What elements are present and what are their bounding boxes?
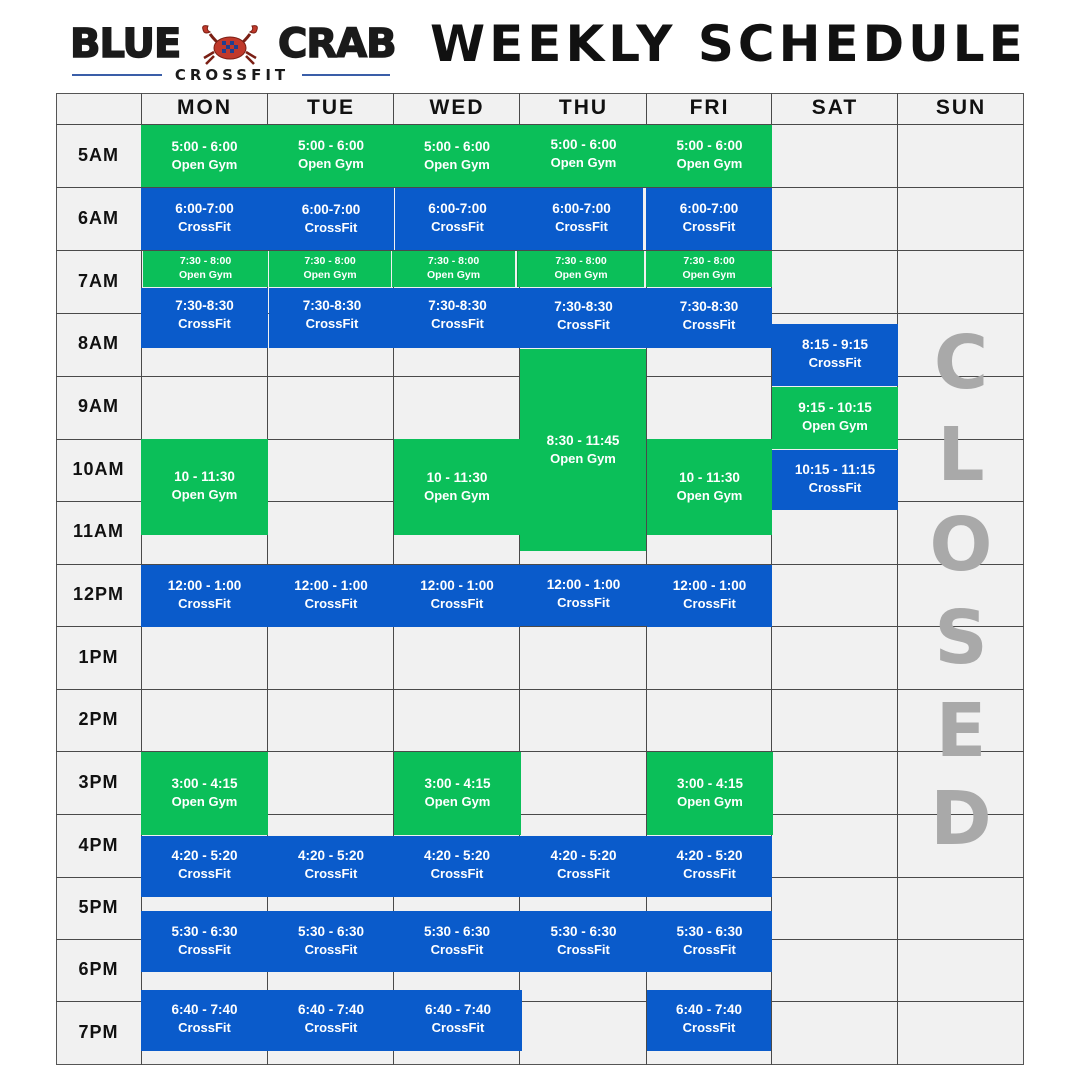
class-time: 7:30-8:30 [175,298,234,313]
class-time: 4:20 - 5:20 [423,848,491,863]
time-label-5pm: 5PM [78,897,119,917]
class-block-fri-crossfit-640pm[interactable] [647,990,771,1051]
class-name: CrossFit [683,596,736,611]
class-block-wed-crossfit-6am[interactable] [395,188,520,250]
class-block-thu-crossfit-12pm[interactable] [520,565,647,626]
class-name: Open Gym [424,157,490,172]
class-name: Open Gym [298,156,364,171]
class-time: 7:30 - 8:00 [683,255,735,267]
class-time: 4:20 - 5:20 [676,848,743,863]
time-label-12pm: 12PM [72,584,125,604]
class-name: CrossFit [683,866,736,881]
class-block-thu-open-gym-5am[interactable] [520,125,647,187]
class-name: CrossFit [431,1020,485,1035]
class-block-tue-crossfit-530pm[interactable] [268,911,394,972]
class-block-fri-crossfit-420pm[interactable] [647,836,772,897]
class-name: Open Gym [676,488,743,503]
logo-word-crab: CRAB [278,21,396,67]
time-label-4pm: 4PM [78,835,119,855]
class-time: 10:15 - 11:15 [794,462,876,477]
class-block-mon-crossfit-730am[interactable] [141,288,268,348]
class-name: CrossFit [304,1020,358,1035]
class-name: Open Gym [550,451,616,466]
class-block-thu-crossfit-6am[interactable] [520,188,643,250]
class-block-tue-open-gym-730am[interactable] [269,251,391,287]
class-name: CrossFit [178,316,231,331]
time-label-7am: 7AM [77,271,119,291]
class-name: CrossFit [683,942,736,957]
logo-line-left [72,74,162,76]
class-block-thu-open-gym-730am[interactable] [517,251,644,287]
class-time: 3:00 - 4:15 [424,776,491,791]
day-header-sat: SAT [811,96,859,119]
class-block-mon-crossfit-12pm[interactable] [141,565,268,627]
class-time: 12:00 - 1:00 [672,578,747,593]
class-name: Open Gym [178,269,233,281]
class-block-fri-crossfit-12pm[interactable] [647,565,772,627]
class-block-wed-open-gym-5am[interactable] [394,125,520,187]
class-name: CrossFit [178,219,231,234]
class-name: Open Gym [171,157,238,172]
class-time: 6:40 - 7:40 [171,1002,238,1017]
class-time: 6:00-7:00 [679,201,739,216]
page-title: WEEKLY SCHEDULE [430,15,1027,73]
day-header-thu: THU [558,96,609,119]
class-block-sat-crossfit-815am[interactable] [772,324,898,386]
closed-letter-e: E [935,688,987,774]
class-time: 12:00 - 1:00 [546,577,621,592]
class-block-wed-open-gym-730am[interactable] [392,251,515,287]
class-block-thu-open-gym-830am[interactable] [520,349,646,551]
class-block-fri-open-gym-5am[interactable] [647,125,772,187]
class-block-tue-open-gym-5am[interactable] [268,125,394,187]
class-block-wed-crossfit-730am[interactable] [395,288,520,348]
class-name: CrossFit [808,355,862,370]
class-name: CrossFit [430,942,484,957]
class-name: CrossFit [808,480,862,495]
class-time: 8:15 - 9:15 [801,337,869,352]
class-name: Open Gym [676,156,743,171]
class-time: 4:20 - 5:20 [297,848,365,863]
class-block-fri-crossfit-730am[interactable] [646,288,772,348]
class-time: 9:15 - 10:15 [798,400,872,415]
time-label-2pm: 2PM [78,709,119,729]
class-block-mon-open-gym-10am[interactable] [141,439,268,535]
closed-letter-s: S [934,595,988,681]
class-block-mon-crossfit-530pm[interactable] [141,911,268,972]
time-label-9am: 9AM [77,396,119,416]
class-time: 5:00 - 6:00 [297,138,365,153]
closed-letter-c: C [933,320,989,406]
class-block-tue-crossfit-730am[interactable] [269,288,395,348]
class-time: 7:30-8:30 [554,299,613,314]
class-block-mon-crossfit-420pm[interactable] [141,836,268,897]
class-block-mon-open-gym-730am[interactable] [143,251,268,287]
time-label-10am: 10AM [72,459,125,479]
class-block-wed-crossfit-12pm[interactable] [394,565,520,627]
class-name: Open Gym [171,794,238,809]
class-name: CrossFit [178,942,231,957]
class-time: 12:00 - 1:00 [167,578,242,593]
day-header-mon: MON [177,96,232,119]
class-time: 7:30 - 8:00 [555,255,607,267]
class-name: CrossFit [431,219,484,234]
class-time: 3:00 - 4:15 [171,776,238,791]
class-name: CrossFit [304,866,358,881]
class-time: 7:30-8:30 [679,299,739,314]
class-block-tue-crossfit-12pm[interactable] [268,565,394,627]
class-block-mon-crossfit-6am[interactable] [141,188,268,250]
class-block-tue-crossfit-6am[interactable] [268,188,394,250]
class-block-fri-open-gym-3pm[interactable] [647,752,773,835]
class-name: CrossFit [305,316,359,331]
class-time: 5:30 - 6:30 [423,924,491,939]
time-label-7pm: 7PM [78,1022,119,1042]
class-time: 10 - 11:30 [679,470,740,485]
class-name: Open Gym [426,269,481,281]
grid-row-divider [56,689,1024,690]
closed-letter-o: O [929,502,993,588]
class-block-fri-crossfit-6am[interactable] [646,188,772,250]
class-time: 6:00-7:00 [428,201,487,216]
class-name: Open Gym [424,488,490,503]
class-block-wed-crossfit-420pm[interactable] [394,836,520,897]
day-header-sun: SUN [935,96,987,119]
logo-word-blue: BLUE [70,21,181,67]
class-name: Open Gym [424,794,491,809]
class-time: 5:00 - 6:00 [676,138,743,153]
class-block-thu-crossfit-420pm[interactable] [520,836,647,897]
class-time: 8:30 - 11:45 [546,433,620,448]
class-block-mon-crossfit-640pm[interactable] [141,990,268,1051]
class-block-fri-crossfit-530pm[interactable] [647,911,772,972]
class-name: Open Gym [677,794,743,809]
class-time: 5:30 - 6:30 [676,924,743,939]
time-label-3pm: 3PM [78,772,119,792]
class-time: 10 - 11:30 [426,470,488,485]
class-name: CrossFit [555,219,608,234]
class-block-tue-crossfit-420pm[interactable] [268,836,394,897]
class-name: Open Gym [550,155,617,170]
class-name: Open Gym [554,269,608,281]
class-name: CrossFit [557,866,610,881]
time-label-6am: 6AM [77,208,119,228]
class-name: CrossFit [178,1020,231,1035]
class-time: 4:20 - 5:20 [550,848,617,863]
class-time: 7:30-8:30 [428,298,487,313]
class-time: 7:30 - 8:00 [304,255,356,267]
class-block-wed-crossfit-640pm[interactable] [394,990,522,1051]
class-time: 6:40 - 7:40 [675,1002,743,1017]
class-name: CrossFit [557,942,610,957]
class-time: 7:30 - 8:00 [427,255,480,267]
closed-letter-d: D [930,776,992,862]
class-block-sat-crossfit-1015am[interactable] [772,450,898,510]
class-block-mon-open-gym-5am[interactable] [141,125,268,187]
class-name: Open Gym [682,269,736,281]
class-name: CrossFit [178,596,231,611]
closed-letter-l: L [937,412,985,498]
time-label-8am: 8AM [77,333,119,353]
class-time: 5:30 - 6:30 [297,924,365,939]
class-block-thu-crossfit-730am[interactable] [520,288,647,348]
time-label-6pm: 6PM [78,959,119,979]
class-name: CrossFit [557,317,610,332]
class-block-wed-open-gym-3pm[interactable] [394,752,521,835]
class-time: 6:00-7:00 [301,202,361,217]
class-name: CrossFit [682,317,736,332]
day-header-wed: WED [429,96,485,119]
class-name: Open Gym [303,269,357,281]
class-name: CrossFit [304,220,358,235]
class-time: 5:00 - 6:00 [550,137,617,152]
class-block-wed-crossfit-530pm[interactable] [394,911,520,972]
blue-crab-crossfit-logo [70,18,396,84]
class-time: 6:00-7:00 [175,201,234,216]
crab-icon [198,22,262,66]
class-name: Open Gym [802,418,868,433]
class-block-fri-open-gym-730am[interactable] [646,251,772,287]
class-name: CrossFit [430,866,484,881]
class-time: 4:20 - 5:20 [171,848,238,863]
day-header-fri: FRI [689,96,730,119]
logo-subtitle: CROSSFIT [174,66,290,84]
class-block-wed-open-gym-10am[interactable] [394,439,520,535]
class-time: 12:00 - 1:00 [294,578,368,593]
class-time: 7:30 - 8:00 [179,255,232,267]
class-time: 12:00 - 1:00 [420,578,494,593]
class-name: CrossFit [557,595,610,610]
class-block-thu-crossfit-530pm[interactable] [520,911,647,972]
class-name: CrossFit [682,219,736,234]
time-label-11am: 11AM [72,521,125,541]
class-time: 6:00-7:00 [552,201,611,216]
class-name: CrossFit [304,942,358,957]
class-name: CrossFit [430,596,484,611]
class-block-tue-crossfit-640pm[interactable] [268,990,394,1051]
class-name: CrossFit [431,316,484,331]
class-time: 7:30-8:30 [302,298,362,313]
time-label-1pm: 1PM [78,647,119,667]
logo-line-right [302,74,390,76]
class-name: CrossFit [304,596,358,611]
class-block-sat-open-gym-915am[interactable] [772,387,898,449]
class-name: CrossFit [178,866,231,881]
class-time: 10 - 11:30 [174,469,235,484]
class-block-mon-open-gym-3pm[interactable] [141,752,268,835]
class-time: 5:00 - 6:00 [171,139,238,154]
class-time: 5:30 - 6:30 [171,924,238,939]
class-time: 6:40 - 7:40 [297,1002,365,1017]
class-time: 6:40 - 7:40 [424,1002,492,1017]
class-time: 5:00 - 6:00 [423,139,491,154]
class-time: 3:00 - 4:15 [676,776,744,791]
day-header-tue: TUE [307,96,355,119]
class-block-fri-open-gym-10am[interactable] [647,439,772,535]
class-time: 5:30 - 6:30 [550,924,617,939]
class-name: Open Gym [171,487,238,502]
time-label-5am: 5AM [77,145,119,165]
class-name: CrossFit [682,1020,736,1035]
